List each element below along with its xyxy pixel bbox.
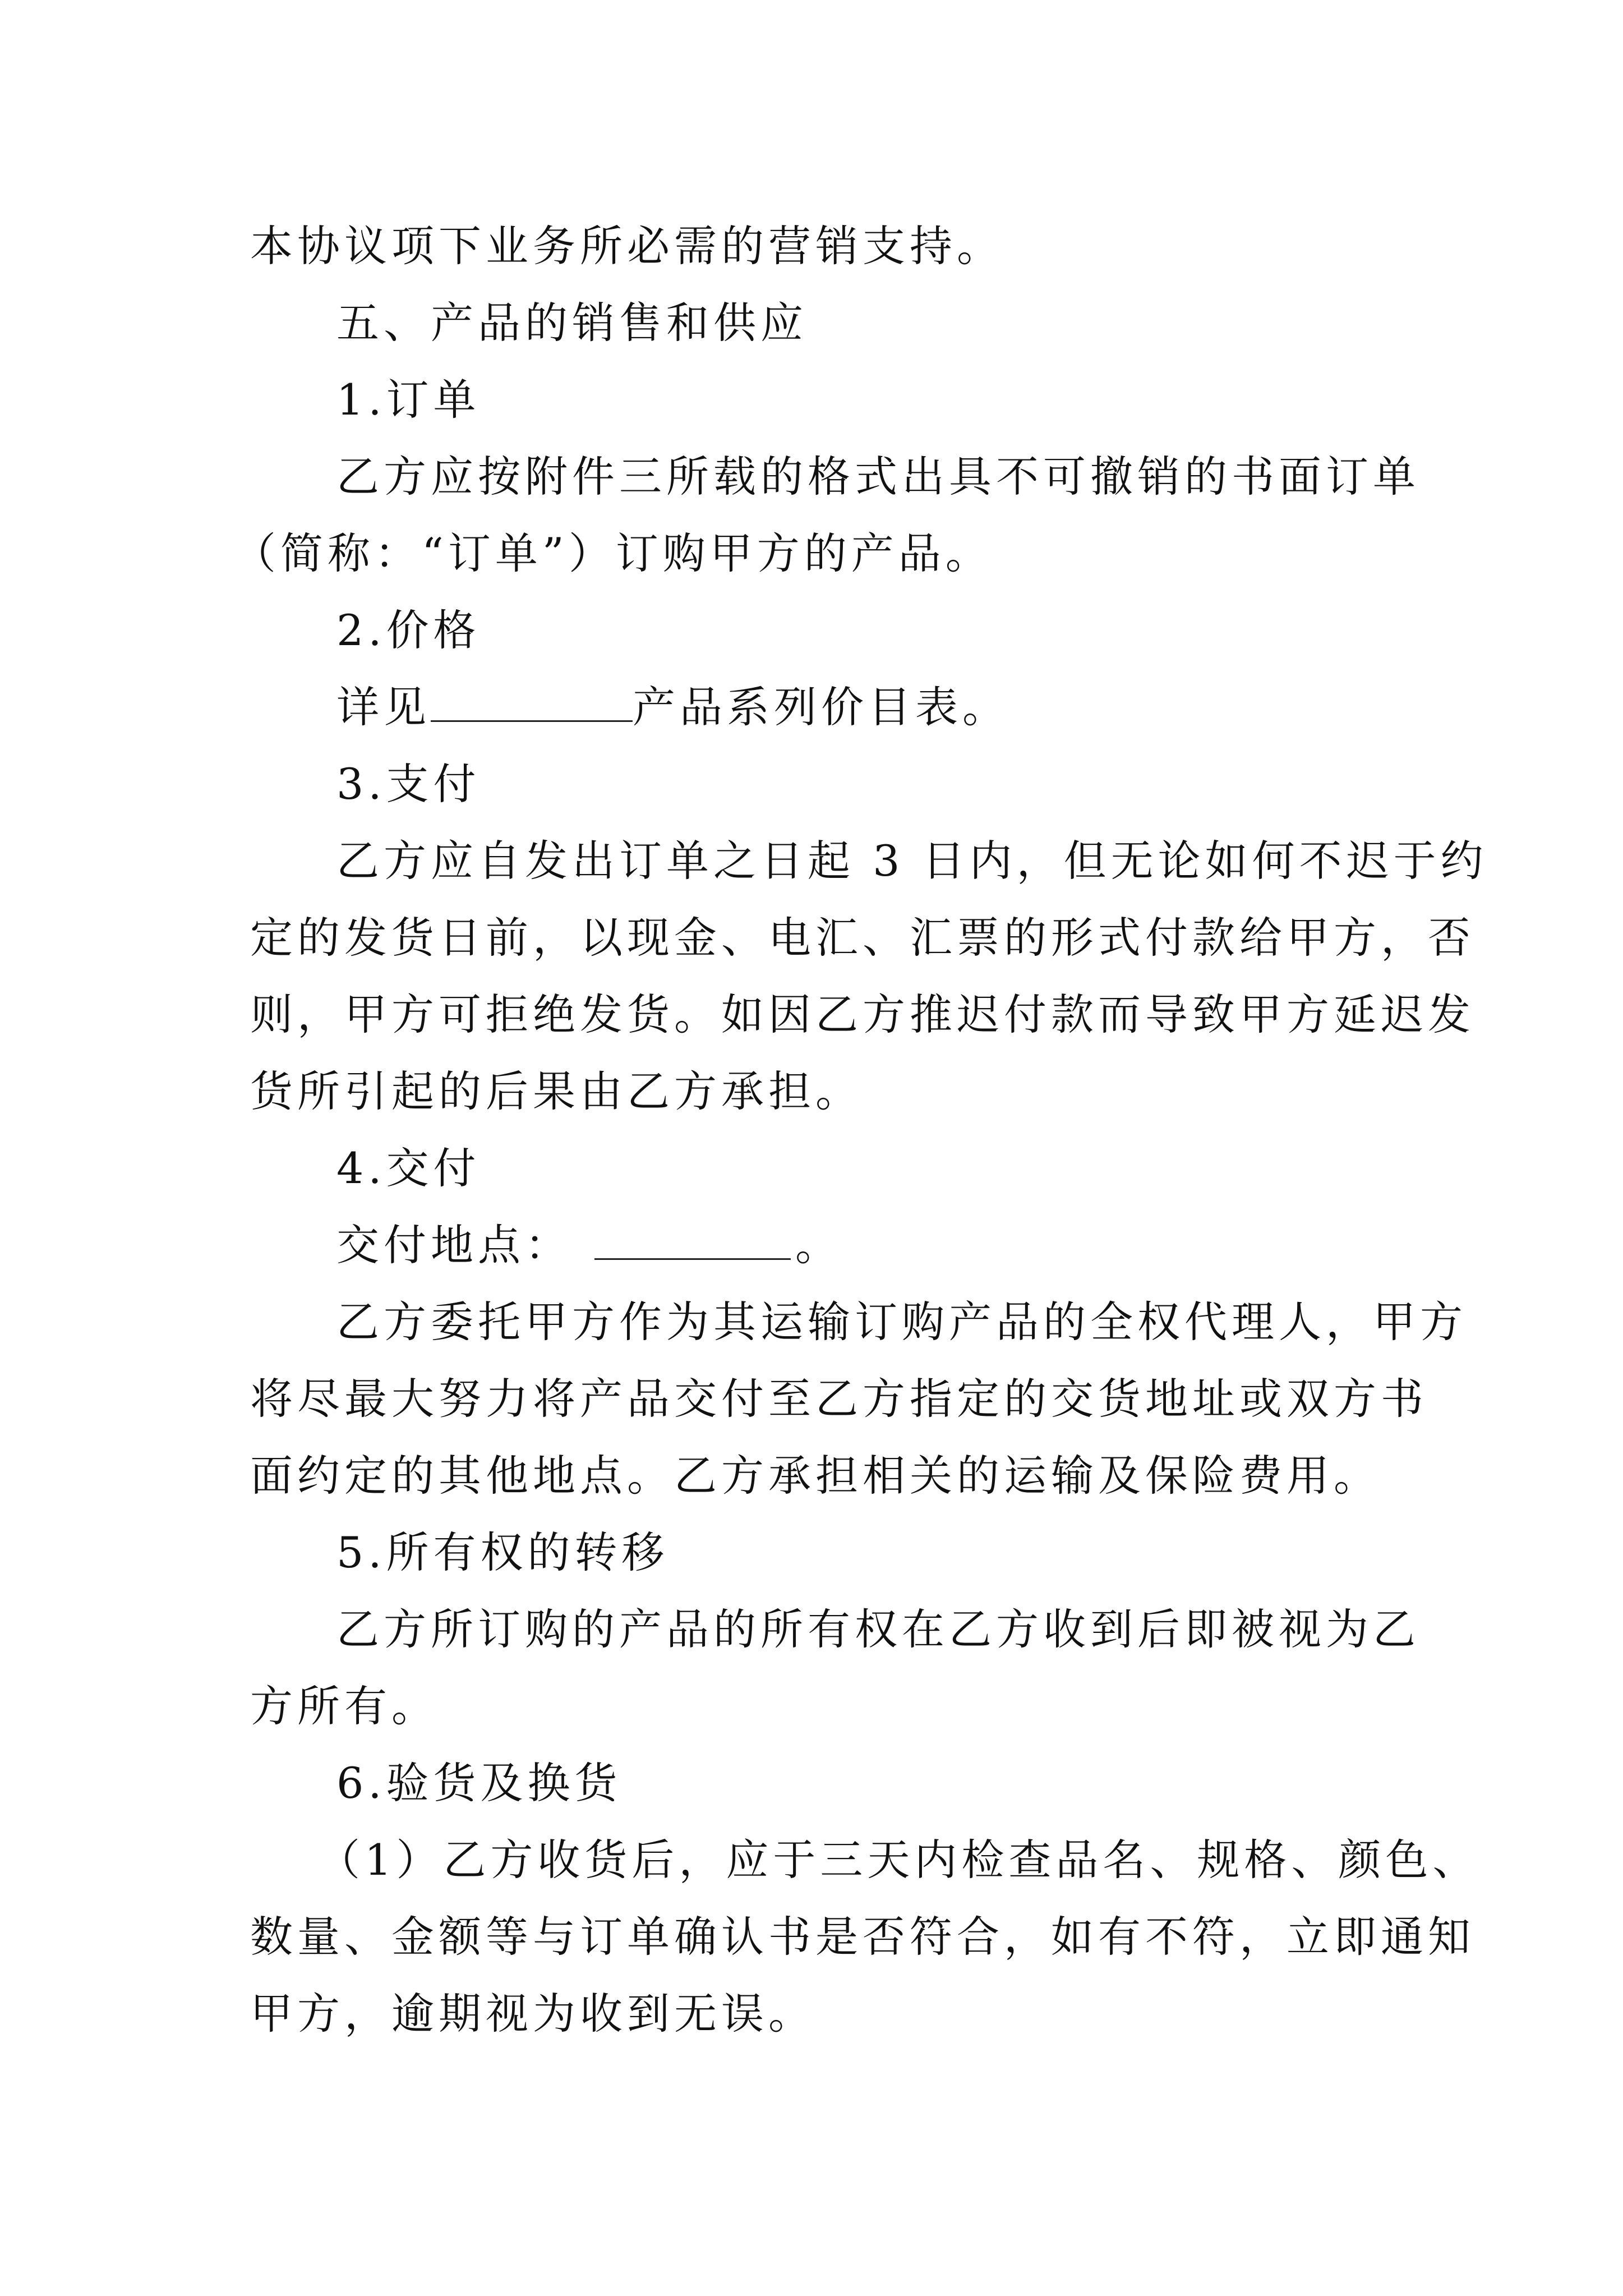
paragraph-line: 乙方应按附件三所载的格式出具不可撤销的书面订单	[336, 452, 1420, 501]
price-suffix: 产品系列价目表。	[633, 682, 1009, 732]
subsection-heading: 4.交付	[336, 1143, 481, 1193]
paragraph-line: （1）乙方收货后，应于三天内检查品名、规格、颜色、	[317, 1835, 1480, 1885]
document-body	[233, 208, 1488, 2052]
paragraph-line: 货所引起的后果由乙方承担。	[250, 1066, 863, 1116]
paragraph-line: （简称：“订单”）订购甲方的产品。	[233, 528, 993, 578]
subsection-heading: 1.订单	[336, 375, 481, 425]
delivery-blank	[594, 1223, 791, 1260]
paragraph-line: 面约定的其他地点。乙方承担相关的运输及保险费用。	[250, 1451, 1381, 1501]
paragraph-line: 乙方所订购的产品的所有权在乙方收到后即被视为乙	[336, 1604, 1420, 1654]
paragraph-line: 乙方委托甲方作为其运输订购产品的全权代理人，甲方	[336, 1297, 1467, 1347]
paragraph-line: 则，甲方可拒绝发货。如因乙方推迟付款而导致甲方延迟发	[250, 990, 1475, 1039]
paragraph-line: 数量、金额等与订单确认书是否符合，如有不符，立即通知	[250, 1912, 1475, 1962]
paragraph-line: 甲方，逾期视为收到无误。	[250, 1989, 815, 2039]
delivery-prefix: 交付地点：	[336, 1220, 572, 1270]
paragraph-line: 本协议项下业务所必需的营销支持。	[250, 221, 1004, 271]
price-blank	[431, 685, 633, 722]
paragraph-line: 方所有。	[250, 1681, 439, 1731]
paragraph-line: 将尽最大努力将产品交付至乙方指定的交货地址或双方书	[250, 1374, 1428, 1424]
paragraph-line: 乙方应自发出订单之日起 3 日内，但无论如何不迟于约	[336, 836, 1488, 886]
section-heading: 五、产品的销售和供应	[336, 298, 808, 348]
delivery-suffix: 。	[795, 1220, 842, 1270]
paragraph-line: 定的发货日前，以现金、电汇、汇票的形式付款给甲方，否	[250, 913, 1475, 963]
subsection-heading: 2.价格	[336, 605, 481, 655]
price-line	[250, 669, 1394, 746]
subsection-heading: 3.支付	[336, 759, 481, 809]
subsection-heading: 5.所有权的转移	[336, 1527, 669, 1577]
delivery-line	[250, 1207, 1394, 1283]
price-prefix: 详见	[336, 682, 431, 732]
subsection-heading: 6.验货及换货	[336, 1758, 622, 1808]
